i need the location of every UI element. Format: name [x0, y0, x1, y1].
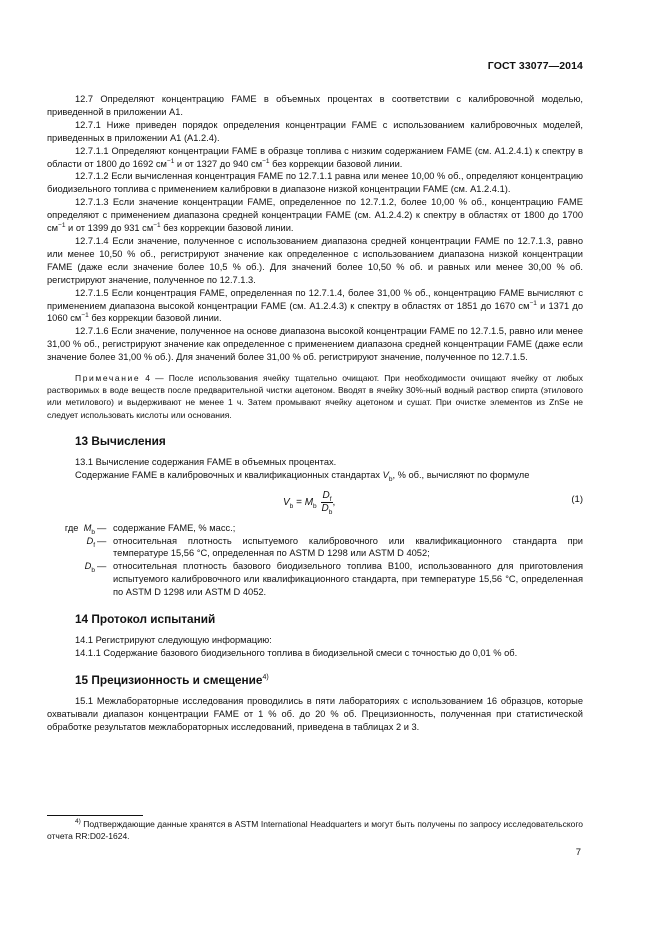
paragraph-12-7-1-1: 12.7.1.1 Определяют концентрации FAME в образце топлива с низким содержанием FAME (см. А1.2.4.1) к спектру в области от 1800 до 1692 $см^{-1}$ и от 1327 до 940 $см^{-1}$ без коррекции базовой линии.	[47, 145, 583, 169]
note-4: Примечание 4 — После использования ячейку тщательно очищают. При необходимости очищают ячейку от любых растворимых в воде веществ после предварительной чистки ацетоном. Вводят в ячейку 30%-ный водный раствор спирта (этилового или метилового) и выдерживают не менее 1 ч. Затем промывают ячейку ацетоном и сушат. При очистке элементов из ZnSe не следует использовать кислоты или основания.	[47, 373, 583, 420]
formula-expression: $V_b = M_b$ $\frac{D_f}{D_b}$ ,	[283, 489, 336, 516]
paragraph-14-1: 14.1 Регистрируют следующую информацию:	[75, 635, 272, 646]
legend-df-text: относительная плотность испытуемого калибровочного или квалификационного стандарта при температуре 15,56 °С, определенная по ASTM D 1298 или ASTM D 4052;	[113, 535, 583, 559]
legend-mb-text: содержание FAME, % масс.;	[113, 522, 236, 533]
document-id: ГОСТ 33077—2014	[487, 60, 583, 72]
formula-number: (1)	[571, 493, 583, 505]
footnote-4: $^{4)}$ Подтверждающие данные хранятся в ASTM International Headquarters и могут быть получены по запросу исследовательского отчета RR:D02-1624.	[47, 818, 583, 841]
note-label: Примечание	[75, 373, 141, 384]
paragraph-15-1: 15.1 Межлабораторные исследования проводились в пяти лабораториях с использованием 16 образцов, которые охватывали диапазон концентрации FAME от 1 % об. до 20 % об. Прецизионность, полученная при статистической обработке результатов межлабораторных исследований, приведена в таблицах 2 и 3.	[47, 695, 583, 732]
formula-legend: где $M_b$ — содержание FAME, % масс.; $D_f$ — относительная плотность испытуемого калибровочного или квалификационного стандарта при температуре 15,56 °С, определенная по ASTM D 1298 или ASTM D 4052; $D_b$ — относительная плотность базового биодизельного топлива В100, использованного для приготовления испытуемого калибровочного или квалификационного стандарта, при температуре 15,56 °С, определенная по ASTM D 1298 или ASTM D 4052.	[47, 522, 583, 599]
paragraph-12-7-1-3: 12.7.1.3 Если значение концентрации FAME, определенное по 12.7.1.2, более 10,00 % об., концентрацию FAME определяют с применением диапазона средней концентрации FAME (см. А1.2.4.2) к спектру в областях от 1800 до 1700 $см^{-1}$ и от 1399 до 931 $см^{-1}$ без коррекции базовой линии.	[47, 197, 583, 234]
paragraph-12-7: 12.7 Определяют концентрацию FAME в объемных процентах в соответствии с калибровочной моделью, приведенной в приложении А1.	[47, 94, 583, 117]
section-14-heading: 14 Протокол испытаний	[75, 612, 216, 627]
paragraph-12-7-1-6: 12.7.1.6 Если значение, полученное на основе диапазона высокой концентрации FAME по 12.7.1.5, равно или менее 31,00 % об., регистрируют значение как определенное с применением диапазона средней концентрации FAME (даже если значение более 31,00 % об.). Для значений более 31,00 % об. регистрируют значение, полученное по 12.7.1.5.	[47, 326, 583, 363]
legend-df-symbol: $D_f$	[86, 535, 95, 549]
formula-fraction: $\frac{D_f}{D_b}$	[321, 489, 333, 516]
formula-1	[47, 484, 583, 518]
legend-where: где $M_b$	[64, 522, 95, 536]
paragraph-13-1-formula-intro: Содержание FAME в калибровочных и квалификационных стандартах $V_b$, % об., вычисляют по формуле	[75, 469, 530, 483]
page-number: 7	[575, 847, 581, 858]
section-15-heading: 15 Прецизионность и смещение$^{4)}$	[75, 672, 269, 687]
section-13-heading: 13 Вычисления	[75, 433, 166, 448]
paragraph-12-7-1-4: 12.7.1.4 Если значение, полученное с использованием диапазона средней концентрации FAME по 12.7.1.3, равно или менее 10,50 % об., регистрируют значение как определенное с использованием диапазона низкой концентрации FAME (даже если значение более 10,5 % об.). Для значений более 10,50 % об. и равных или менее 30,00 % об. регистрируют значение, полученное по 12.7.1.3.	[47, 235, 583, 285]
paragraph-12-7-1: 12.7.1 Ниже приведен порядок определения концентрации FAME с использованием калибровочных моделей, приведенных в приложении А1 (А1.2.4).	[47, 119, 583, 143]
paragraph-12-7-1-5: 12.7.1.5 Если концентрация FAME, определенная по 12.7.1.4, более 31,00 % об., концентрацию FAME вычисляют с применением диапазона высокой концентрации FAME (см. А1.2.4.3) к спектру в областях от 1851 до 1670 $см^{-1}$ и 1371 до 1060 $см^{-1}$ без коррекции базовой линии.	[47, 287, 583, 324]
paragraph-14-1-1: 14.1.1 Содержание базового биодизельного топлива в биодизельной смеси с точностью до 0,01 % об.	[75, 648, 518, 658]
paragraph-12-7-1-2: 12.7.1.2 Если вычисленная концентрация FAME по 12.7.1.1 равна или менее 10,00 % об., определяют концентрацию биодизельного топлива с применением калибровки в диапазоне низкой концентрации FAME (см. А1.2.4.1).	[47, 171, 583, 195]
legend-db-symbol: $D_b$	[84, 561, 95, 575]
legend-db-text: относительная плотность базового биодизельного топлива В100, использованного для приготовления испытуемого калибровочного или квалификационного стандарта, при температуре 15,56 °С, определенная по ASTM D 1298 или ASTM D 4052.	[113, 561, 583, 598]
footnote-divider	[47, 815, 143, 816]
document-body	[47, 93, 583, 734]
paragraph-13-1: 13.1 Вычисление содержания FAME в объемных процентах.	[75, 456, 337, 467]
